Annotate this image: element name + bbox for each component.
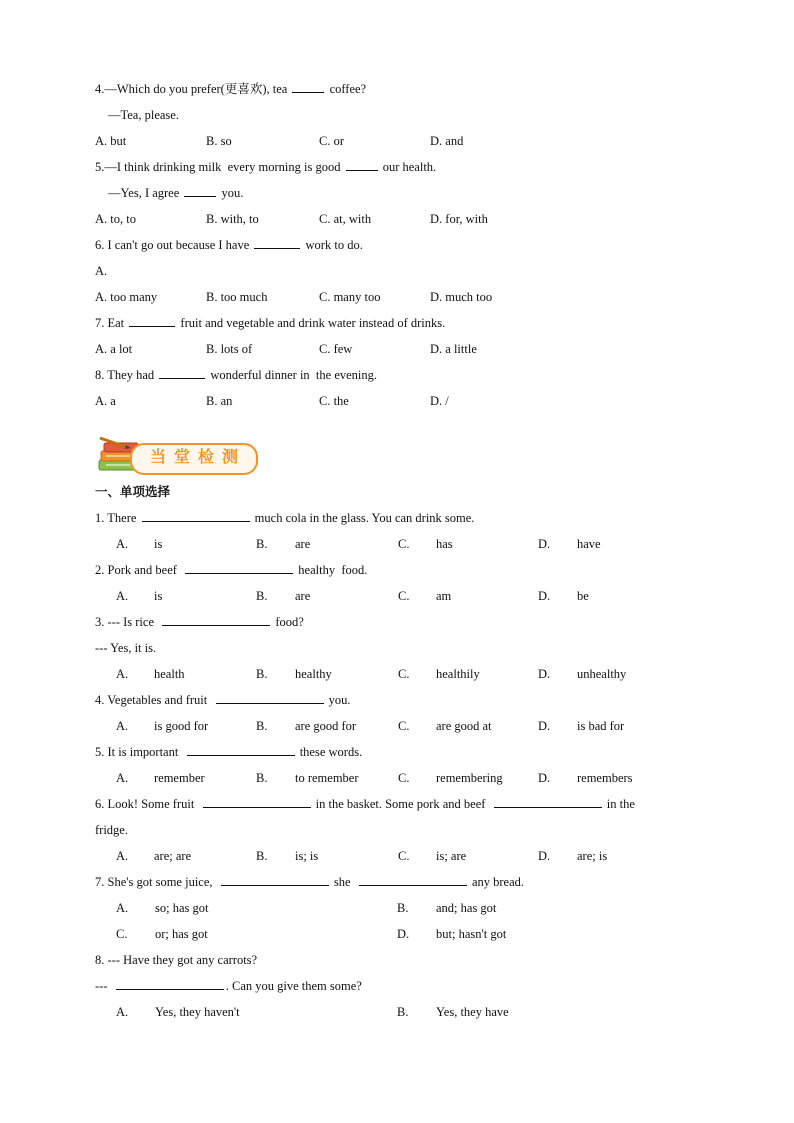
q2-letter-b: B.	[256, 589, 268, 603]
prev-q7-stem: 7. Eat fruit and vegetable and drink water instead of drinks.	[95, 316, 446, 330]
q3-stem: 3. --- Is rice food?	[95, 615, 304, 629]
q7-letter-a: A.	[116, 901, 129, 915]
q4-letter-b: B.	[256, 719, 268, 733]
answer-blank[interactable]	[159, 366, 205, 379]
answer-blank[interactable]	[221, 873, 329, 886]
prev-q5-option-b[interactable]: B. with, to	[206, 212, 259, 226]
answer-blank[interactable]	[116, 977, 224, 990]
section-heading: 一、单项选择	[95, 484, 171, 499]
q5-option-b[interactable]: to remember	[295, 771, 359, 785]
q2-letter-a: A.	[116, 589, 129, 603]
prev-q6-extra: A.	[95, 264, 108, 278]
prev-q4-option-d[interactable]: D. and	[430, 134, 464, 148]
q3-letter-b: B.	[256, 667, 268, 681]
q6-letter-c: C.	[398, 849, 410, 863]
answer-blank[interactable]	[129, 314, 175, 327]
prev-q4-option-b[interactable]: B. so	[206, 134, 232, 148]
q8-letter-a: A.	[116, 1005, 129, 1019]
q8-stem: 8. --- Have they got any carrots?	[95, 953, 258, 967]
q8-option-a[interactable]: Yes, they haven't	[155, 1005, 240, 1019]
prev-q6-option-c[interactable]: C. many too	[319, 290, 381, 304]
q5-letter-b: B.	[256, 771, 268, 785]
q1-letter-b: B.	[256, 537, 268, 551]
q2-option-a[interactable]: is	[154, 589, 163, 603]
q3-option-d[interactable]: unhealthy	[577, 667, 627, 681]
q5-letter-a: A.	[116, 771, 129, 785]
q6-letter-b: B.	[256, 849, 268, 863]
answer-blank[interactable]	[187, 743, 295, 756]
q6-option-b[interactable]: is; is	[295, 849, 319, 863]
q5-letter-c: C.	[398, 771, 410, 785]
section-banner	[96, 436, 258, 476]
prev-q5-stem: 5.—I think drinking milk every morning is good our health.	[95, 160, 437, 174]
q6-option-d[interactable]: are; is	[577, 849, 608, 863]
q3-letter-a: A.	[116, 667, 129, 681]
answer-blank[interactable]	[162, 613, 270, 626]
q4-option-d[interactable]: is bad for	[577, 719, 625, 733]
q2-letter-d: D.	[538, 589, 551, 603]
q5-option-c[interactable]: remembering	[436, 771, 503, 785]
q4-letter-d: D.	[538, 719, 551, 733]
prev-q5-option-a[interactable]: A. to, to	[95, 212, 136, 226]
q5-option-d[interactable]: remembers	[577, 771, 633, 785]
q1-letter-d: D.	[538, 537, 551, 551]
banner-title: 当堂检测	[150, 447, 247, 466]
q8-letter-b: B.	[397, 1005, 409, 1019]
q3-option-a[interactable]: health	[154, 667, 185, 681]
q6-stem: 6. Look! Some fruit in the basket. Some pork and beef in the	[95, 797, 635, 811]
q2-option-b[interactable]: are	[295, 589, 311, 603]
prev-q7-option-c[interactable]: C. few	[319, 342, 353, 356]
q1-letter-a: A.	[116, 537, 129, 551]
prev-q8-stem: 8. They had wonderful dinner in the evening.	[95, 368, 378, 382]
q7-letter-d: D.	[397, 927, 410, 941]
prev-q6-option-a[interactable]: A. too many	[95, 290, 158, 304]
q5-letter-d: D.	[538, 771, 551, 785]
q1-option-d[interactable]: have	[577, 537, 601, 551]
prev-q4-stem: 4.—Which do you prefer(更喜欢), tea coffee?	[95, 82, 367, 96]
prev-q5-option-d[interactable]: D. for, with	[430, 212, 488, 226]
q7-letter-b: B.	[397, 901, 409, 915]
q4-letter-a: A.	[116, 719, 129, 733]
q7-option-d[interactable]: but; hasn't got	[436, 927, 507, 941]
prev-q4-option-c[interactable]: C. or	[319, 134, 344, 148]
q3-reply: --- Yes, it is.	[95, 641, 157, 655]
q6-option-a[interactable]: are; are	[154, 849, 192, 863]
q6-letter-a: A.	[116, 849, 129, 863]
prev-q6-option-d[interactable]: D. much too	[430, 290, 493, 304]
q6-option-c[interactable]: is; are	[436, 849, 467, 863]
q3-option-b[interactable]: healthy	[295, 667, 332, 681]
q1-option-a[interactable]: is	[154, 537, 163, 551]
q2-stem: 2. Pork and beef healthy food.	[95, 563, 368, 577]
q1-stem: 1. There much cola in the glass. You can drink some.	[95, 511, 475, 525]
q4-option-a[interactable]: is good for	[154, 719, 209, 733]
answer-blank[interactable]	[184, 184, 216, 197]
answer-blank[interactable]	[359, 873, 467, 886]
q4-option-b[interactable]: are good for	[295, 719, 357, 733]
prev-q7-option-b[interactable]: B. lots of	[206, 342, 253, 356]
answer-blank[interactable]	[185, 561, 293, 574]
prev-q5-reply: —Yes, I agree you.	[108, 186, 244, 200]
q3-letter-d: D.	[538, 667, 551, 681]
q1-letter-c: C.	[398, 537, 410, 551]
q6-letter-d: D.	[538, 849, 551, 863]
answer-blank[interactable]	[494, 795, 602, 808]
q7-stem: 7. She's got some juice, she any bread.	[95, 875, 525, 889]
prev-q8-option-b[interactable]: B. an	[206, 394, 233, 408]
prev-q8-option-c[interactable]: C. the	[319, 394, 349, 408]
q3-option-c[interactable]: healthily	[436, 667, 480, 681]
q5-stem: 5. It is important these words.	[95, 745, 363, 759]
q7-option-b[interactable]: and; has got	[436, 901, 497, 915]
prev-q4-option-a[interactable]: A. but	[95, 134, 127, 148]
q4-stem: 4. Vegetables and fruit you.	[95, 693, 351, 707]
prev-q8-option-d[interactable]: D. /	[430, 394, 449, 408]
q1-option-b[interactable]: are	[295, 537, 311, 551]
answer-blank[interactable]	[203, 795, 311, 808]
answer-blank[interactable]	[346, 158, 378, 171]
prev-q4-reply: —Tea, please.	[108, 108, 179, 122]
q8-reply: --- . Can you give them some?	[95, 979, 362, 993]
q1-option-c[interactable]: has	[436, 537, 453, 551]
answer-blank[interactable]	[142, 509, 250, 522]
q4-option-c[interactable]: are good at	[436, 719, 492, 733]
prev-q6-option-b[interactable]: B. too much	[206, 290, 268, 304]
q2-option-c[interactable]: am	[436, 589, 452, 603]
q4-letter-c: C.	[398, 719, 410, 733]
answer-blank[interactable]	[254, 236, 300, 249]
q7-option-c[interactable]: or; has got	[155, 927, 208, 941]
q7-option-a[interactable]: so; has got	[155, 901, 209, 915]
q8-option-b[interactable]: Yes, they have	[436, 1005, 509, 1019]
q5-option-a[interactable]: remember	[154, 771, 205, 785]
q2-option-d[interactable]: be	[577, 589, 589, 603]
prev-q8-option-a[interactable]: A. a	[95, 394, 116, 408]
prev-q7-option-a[interactable]: A. a lot	[95, 342, 133, 356]
prev-q7-option-d[interactable]: D. a little	[430, 342, 477, 356]
q7-letter-c: C.	[116, 927, 128, 941]
q2-letter-c: C.	[398, 589, 410, 603]
answer-blank[interactable]	[216, 691, 324, 704]
prev-q6-stem: 6. I can't go out because I have work to do.	[95, 238, 363, 252]
q6-stem-continued: fridge.	[95, 823, 128, 837]
answer-blank[interactable]	[292, 80, 324, 93]
prev-q5-option-c[interactable]: C. at, with	[319, 212, 372, 226]
q3-letter-c: C.	[398, 667, 410, 681]
